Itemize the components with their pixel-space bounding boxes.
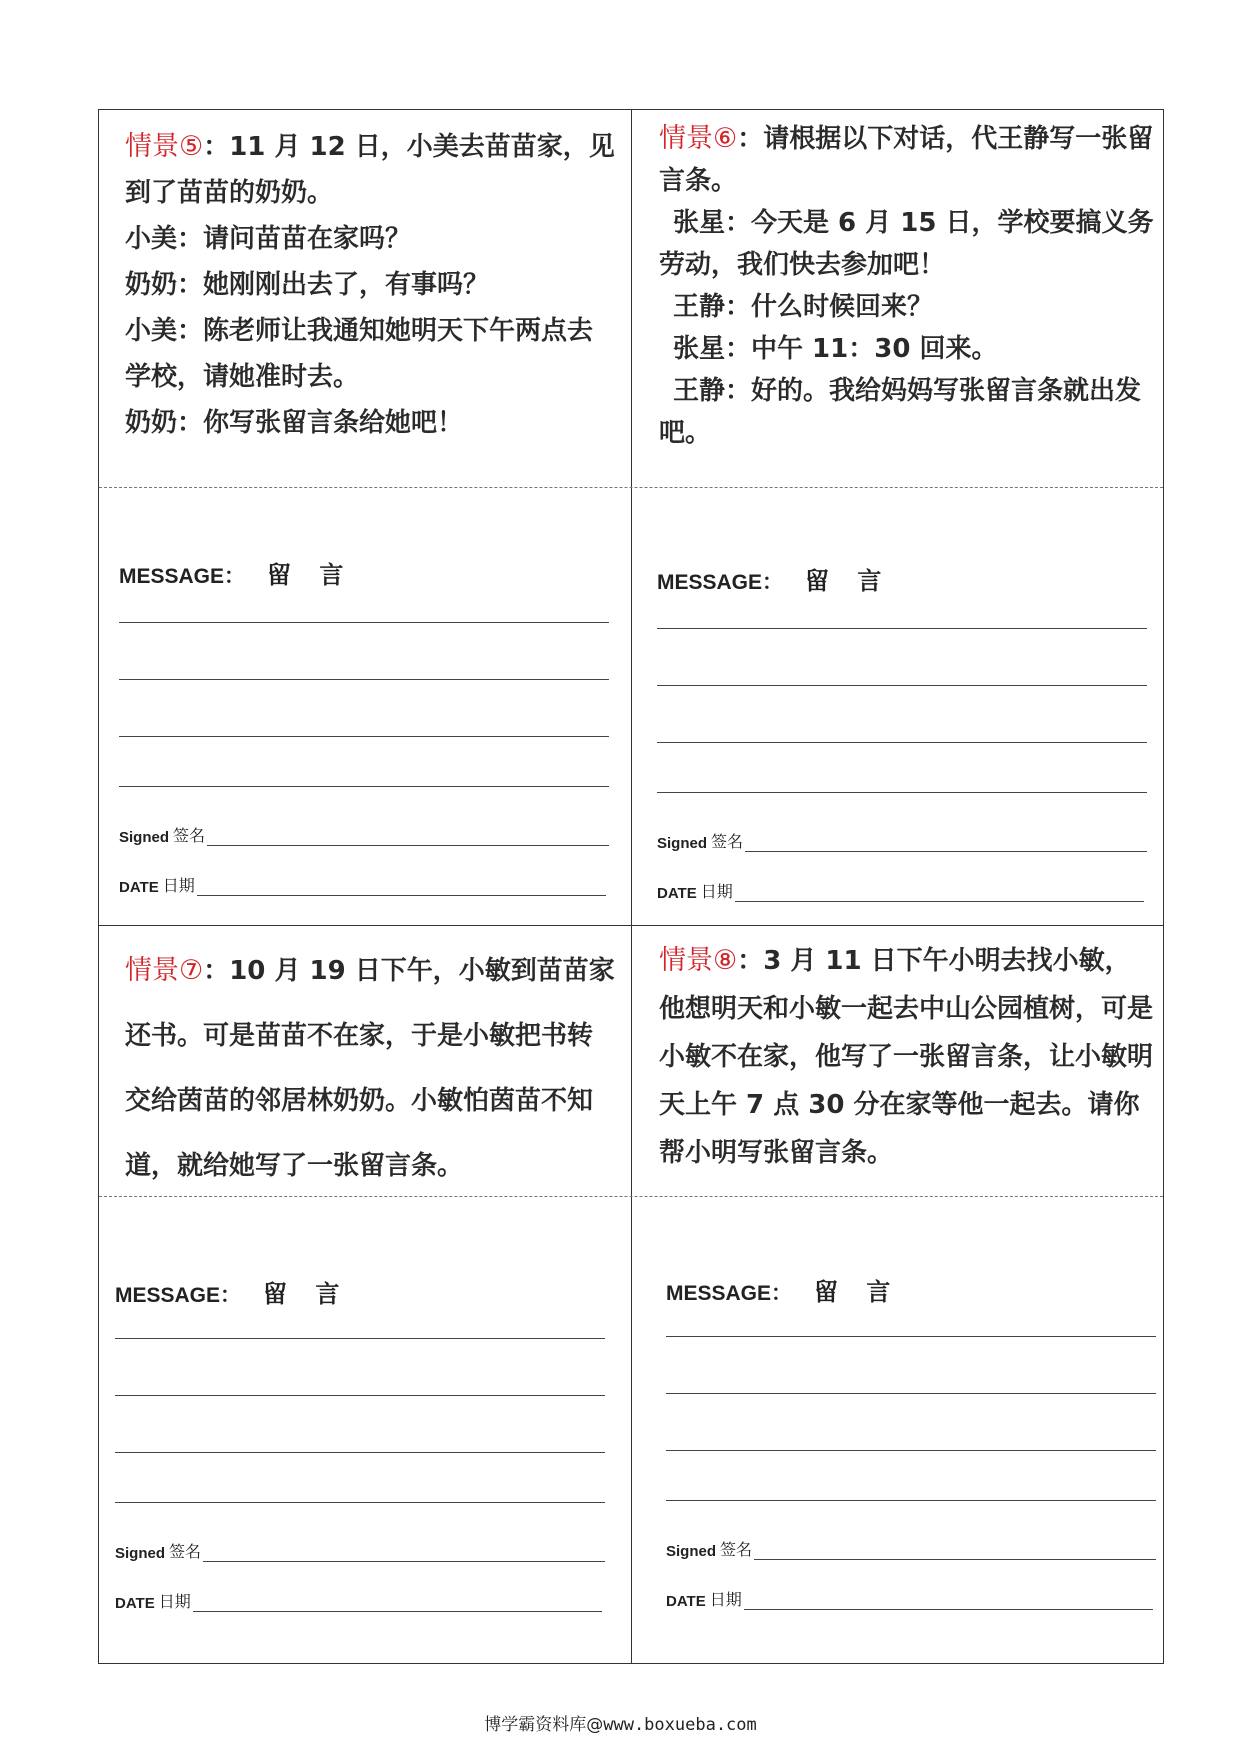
- dialogue-line: 张星：今天是 6 月 15 日，学校要搞义务劳动，我们快去参加吧！: [659, 208, 1154, 280]
- dialogue-line: 张星：中午 11：30 回来。: [673, 334, 998, 364]
- message-line[interactable]: [657, 685, 1147, 686]
- scenario-8-tag: 情景⑧: [659, 945, 738, 976]
- scenario-7-text: [125, 938, 615, 1199]
- signature-line[interactable]: [754, 1543, 1156, 1560]
- signature-field[interactable]: Signed 签名: [657, 829, 1147, 852]
- row-divider: [99, 925, 1163, 926]
- message-line[interactable]: [119, 736, 609, 737]
- date-line[interactable]: [197, 879, 606, 896]
- message-line[interactable]: [119, 786, 609, 787]
- date-line[interactable]: [193, 1595, 602, 1612]
- date-line[interactable]: [744, 1593, 1153, 1610]
- scenario-8-intro: 情景⑧：3 月 11 日下午小明去找小敏，他想明天和小敏一起去中山公园植树，可是小敏不在家，他写了一张留言条，让小敏明天上午 7 点 30 分在家等他一起去。请你帮小明写张留言条。: [659, 945, 1154, 1168]
- cut-line-top: [99, 487, 1163, 488]
- signature-line[interactable]: [203, 1545, 605, 1562]
- message-heading: MESSAGE： 留 言: [119, 561, 354, 589]
- message-line[interactable]: [115, 1338, 605, 1339]
- message-line[interactable]: [657, 628, 1147, 629]
- signature-line[interactable]: [207, 829, 609, 846]
- scenario-5-intro: 情景⑤：11 月 12 日，小美去苗苗家，见到了苗苗的奶奶。: [125, 131, 615, 208]
- scenario-5-text: [125, 124, 615, 446]
- scenario-7-tag: 情景⑦: [125, 955, 204, 986]
- message-line[interactable]: [666, 1500, 1156, 1501]
- scenario-6-text: [659, 118, 1154, 454]
- signature-field[interactable]: Signed 签名: [119, 823, 609, 846]
- worksheet-grid: [98, 109, 1164, 1664]
- scenario-5-tag: 情景⑤: [125, 131, 204, 162]
- message-line[interactable]: [657, 792, 1147, 793]
- dialogue-line: 奶奶：她刚刚出去了，有事吗？: [125, 270, 490, 300]
- message-heading: MESSAGE： 留 言: [657, 567, 892, 595]
- scenario-6-intro: 情景⑥：请根据以下对话，代王静写一张留言条。: [659, 123, 1154, 196]
- dialogue-line: 王静：什么时候回来？: [673, 292, 934, 322]
- footer-text: 博学霸资料库@: [484, 1715, 604, 1735]
- message-line[interactable]: [666, 1450, 1156, 1451]
- date-field[interactable]: DATE 日期: [666, 1587, 1153, 1610]
- signature-field[interactable]: Signed 签名: [115, 1539, 605, 1562]
- dialogue-line: 王静：好的。我给妈妈写张留言条就出发吧。: [659, 376, 1142, 448]
- date-line[interactable]: [735, 885, 1144, 902]
- date-field[interactable]: DATE 日期: [115, 1589, 602, 1612]
- column-divider: [631, 110, 632, 1663]
- message-heading: MESSAGE： 留 言: [115, 1280, 350, 1308]
- dialogue-line: 小美：陈老师让我通知她明天下午两点去学校，请她准时去。: [125, 316, 594, 392]
- scenario-6-tag: 情景⑥: [659, 123, 738, 154]
- message-line[interactable]: [666, 1336, 1156, 1337]
- dialogue-line: 小美：请问苗苗在家吗？: [125, 224, 412, 254]
- signature-line[interactable]: [745, 835, 1147, 852]
- date-field[interactable]: DATE 日期: [119, 873, 606, 896]
- message-line[interactable]: [119, 679, 609, 680]
- signature-field[interactable]: Signed 签名: [666, 1537, 1156, 1560]
- dialogue-line: 奶奶：你写张留言条给她吧！: [125, 408, 464, 438]
- footer: [0, 1710, 1241, 1735]
- date-field[interactable]: DATE 日期: [657, 879, 1144, 902]
- message-line[interactable]: [119, 622, 609, 623]
- message-line[interactable]: [657, 742, 1147, 743]
- message-line[interactable]: [115, 1452, 605, 1453]
- scenario-7-intro: 情景⑦：10 月 19 日下午，小敏到苗苗家还书。可是苗苗不在家，于是小敏把书转交给茵苗的邻居林奶奶。小敏怕茵苗不知道，就给她写了一张留言条。: [125, 955, 615, 1181]
- message-line[interactable]: [115, 1502, 605, 1503]
- message-line[interactable]: [666, 1393, 1156, 1394]
- scenario-8-text: [659, 937, 1154, 1177]
- message-heading: MESSAGE： 留 言: [666, 1278, 901, 1306]
- message-line[interactable]: [115, 1395, 605, 1396]
- footer-site: www.boxueba.com: [603, 1715, 757, 1735]
